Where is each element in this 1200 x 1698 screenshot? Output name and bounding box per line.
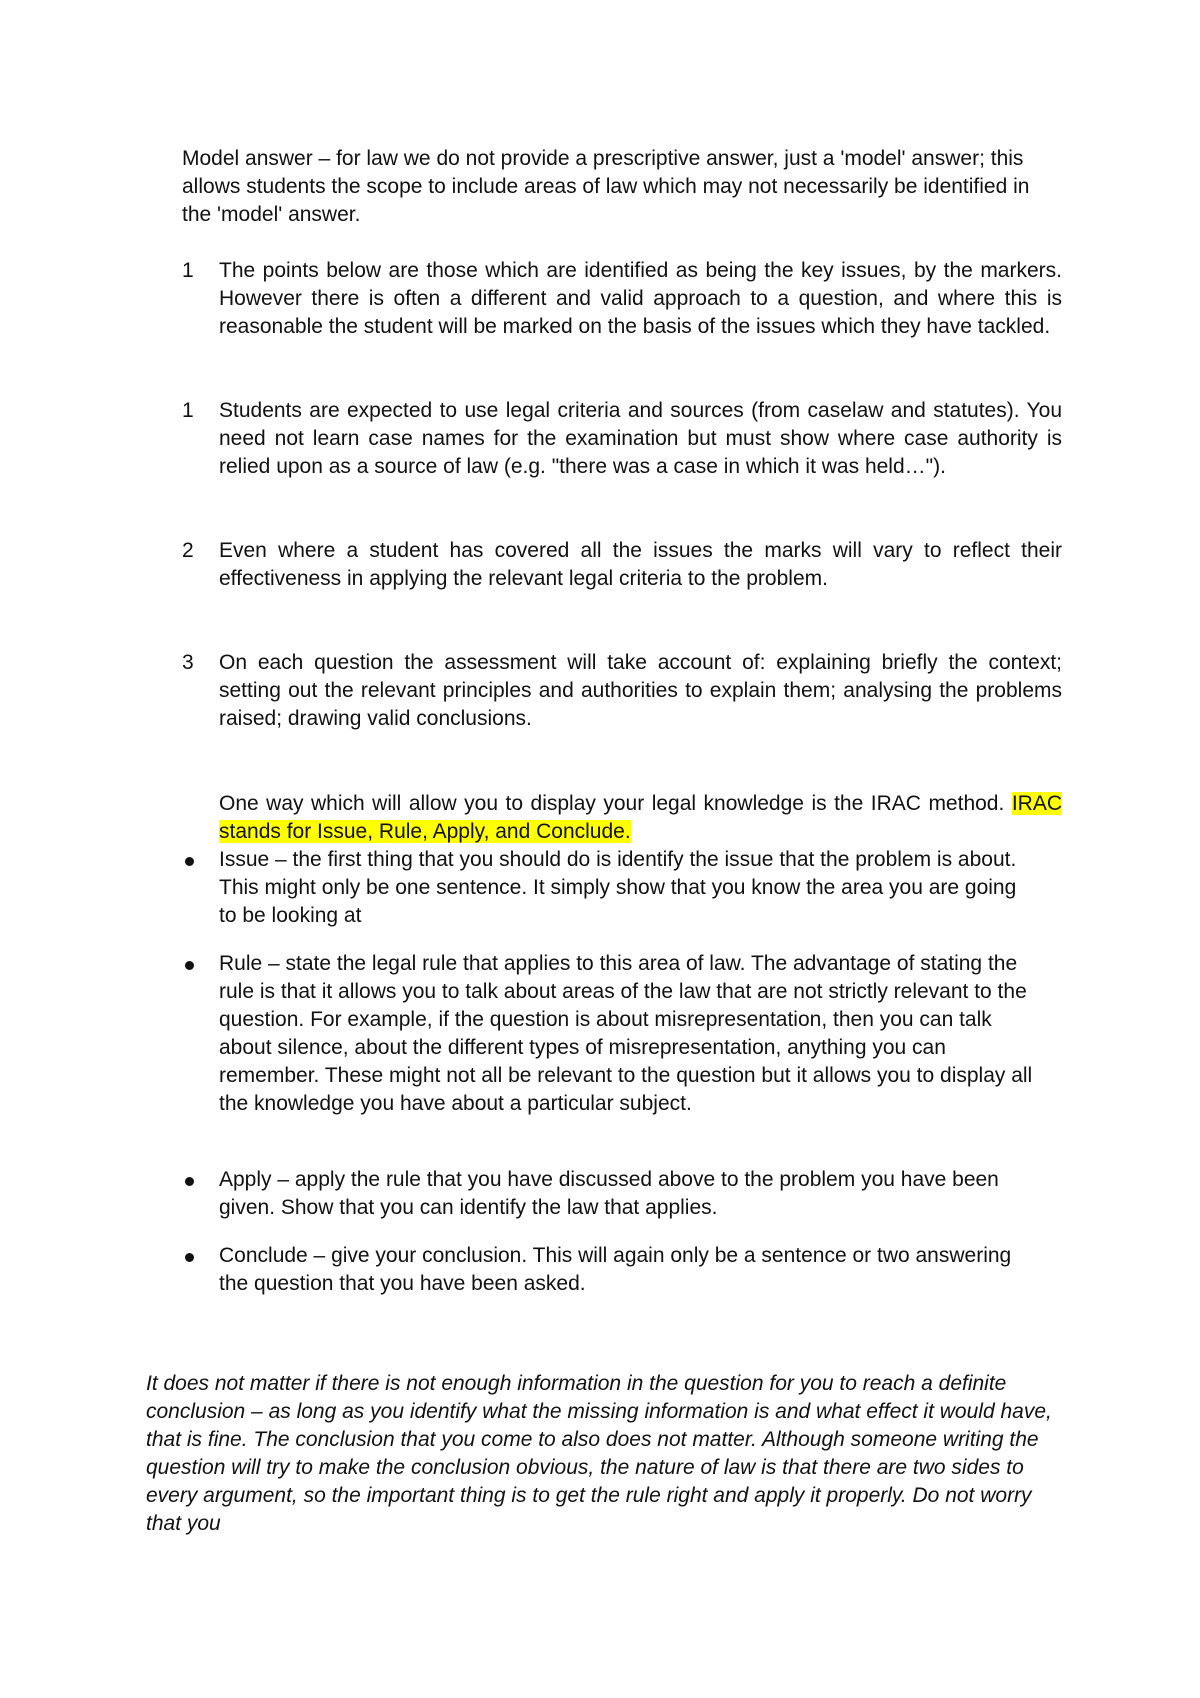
item-number: 2	[182, 539, 194, 562]
bullet-dot	[185, 961, 194, 970]
irac-intro-paragraph	[219, 790, 1062, 846]
bullet-text: Apply – apply the rule that you have discussed above to the problem you have been given. Show that you can identify the law that applies.	[219, 1168, 999, 1219]
bullet-item-rule	[182, 950, 1062, 1118]
bullet-dot	[185, 857, 194, 866]
bullet-dot	[185, 1177, 194, 1186]
item-number: 1	[182, 399, 194, 422]
item-text: Even where a student has covered all the issues the marks will vary to reflect their effectiveness in applying the relevant legal criteria to the problem.	[219, 539, 1062, 590]
irac-intro-text: One way which will allow you to display your legal knowledge is the IRAC method.	[219, 792, 1012, 815]
item-number: 1	[182, 259, 194, 282]
numbered-item	[182, 537, 1062, 593]
bullet-text: Issue – the first thing that you should do is identify the issue that the problem is about. This might only be one sentence. It simply show that you know the area you are going to be looking at	[219, 848, 1017, 927]
numbered-item	[182, 649, 1062, 733]
bullet-text: Conclude – give your conclusion. This will again only be a sentence or two answering the question that you have been asked.	[219, 1244, 1012, 1295]
item-number: 3	[182, 651, 194, 674]
bullet-item-issue	[182, 846, 1062, 930]
bullet-item-conclude	[182, 1242, 1062, 1298]
closing-paragraph: It does not matter if there is not enough information in the question for you to reach a definite conclusion – as long as you identify what the missing information is and what effect it would have, that is fine. The conclusion that you come to also does not matter. Although someone writing the question will try to make the conclusion obvious, the nature of law is that there are two sides to every argument, so the important thing is to get the rule right and apply it properly. Do not worry that you	[146, 1372, 1052, 1535]
numbered-item	[182, 397, 1062, 481]
item-text: Students are expected to use legal criteria and sources (from caselaw and statutes). You need not learn case names for the examination but must show where case authority is relied upon as a source of law (e.g. "there was a case in which it was held…").	[219, 399, 1062, 478]
bullet-item-apply	[182, 1166, 1062, 1222]
item-text: On each question the assessment will take account of: explaining briefly the context; setting out the relevant principles and authorities to explain them; analysing the problems raised; drawing valid conclusions.	[219, 651, 1062, 730]
item-text: The points below are those which are identified as being the key issues, by the markers. However there is often a different and valid approach to a question, and where this is reasonable the student will be marked on the basis of the issues which they have tackled.	[219, 259, 1062, 338]
bullet-text: Rule – state the legal rule that applies to this area of law. The advantage of stating the rule is that it allows you to talk about areas of the law that are not strictly relevant to the question. For example, if the question is about misrepresentation, then you can talk about silence, about the different types of misrepresentation, anything you can remember. These might not all be relevant to the question but it allows you to display all the knowledge you have about a particular subject.	[219, 952, 1033, 1115]
irac-highlight: IRAC stands for Issue, Rule, Apply, and Conclude.	[219, 792, 1062, 843]
intro-paragraph: Model answer – for law we do not provide a prescriptive answer, just a 'model' answer; this allows students the scope to include areas of law which may not necessarily be identified in the 'model' answer.	[182, 147, 1030, 226]
bullet-dot	[185, 1253, 194, 1262]
numbered-item	[182, 257, 1062, 341]
